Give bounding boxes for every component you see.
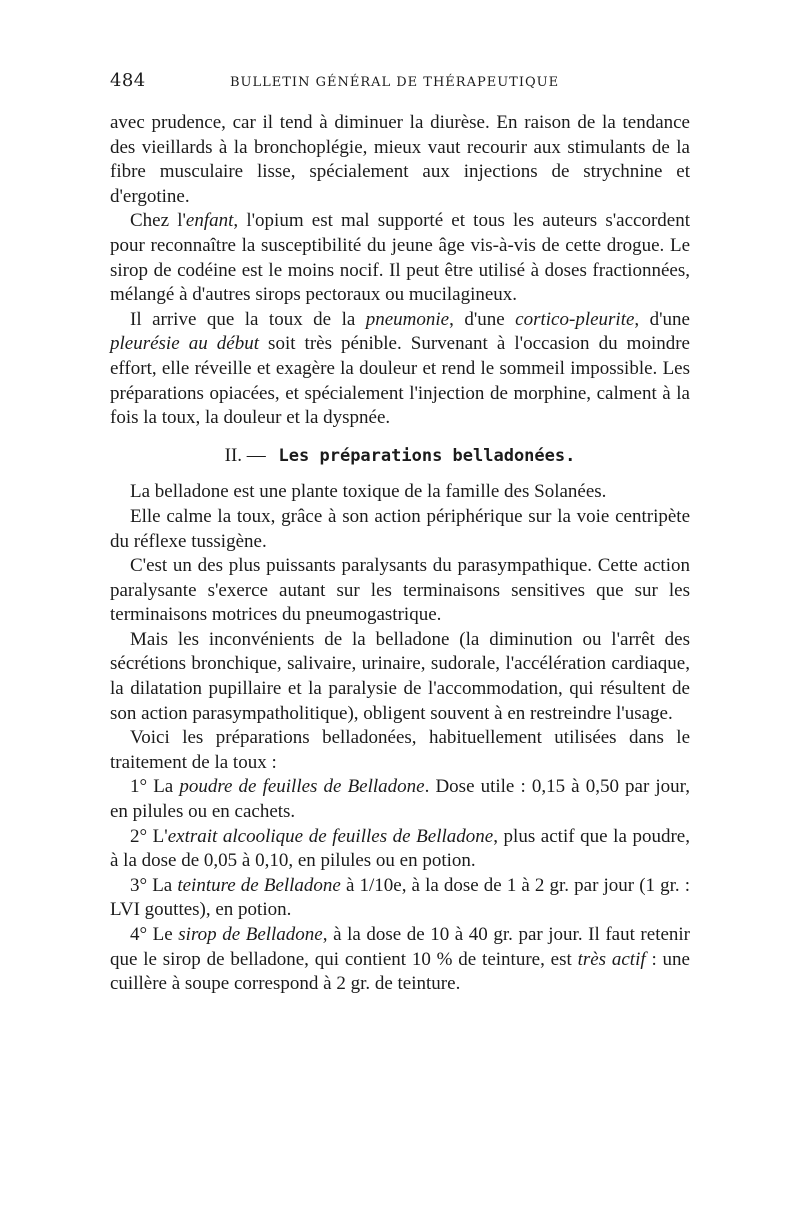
emphasis: très actif xyxy=(577,948,646,970)
paragraph: Elle calme la toux, grâce à son action périphérique sur la voie centripète du réflexe tussigène. xyxy=(110,505,690,552)
emphasis: pneumonie xyxy=(365,308,450,330)
paragraph: Voici les préparations belladonées, habituellement utilisées dans le traitement de la toux : xyxy=(110,727,690,773)
paragraph: La belladone est une plante toxique de la famille des Solanées. xyxy=(130,481,607,503)
emphasis: teinture de Belladone xyxy=(177,874,341,896)
emphasis: extrait alcoolique de feuilles de Belladone xyxy=(167,825,494,847)
body-text xyxy=(110,111,690,997)
emphasis: enfant xyxy=(185,210,234,232)
list-item: 1° La poudre de feuilles de Belladone. Dose utile : 0,15 à 0,50 par jour, en pilules ou en cachets. xyxy=(110,776,690,823)
emphasis: sirop de Belladone xyxy=(178,924,323,945)
section-title: Les préparations belladonées. xyxy=(278,445,576,466)
paragraph: avec prudence, car il tend à diminuer la diurèse. En raison de la tendance des vieillards à la bronchoplégie, mieux vaut recourir aux stimulants de la fibre musculaire lisse, spécialement aux injections de strychnine et d'ergotine. xyxy=(110,112,690,207)
journal-title: BULLETIN GÉNÉRAL DE THÉRAPEUTIQUE xyxy=(230,75,560,90)
running-header xyxy=(110,70,690,91)
section-number: II. — xyxy=(224,444,266,466)
paragraph: Chez l'enfant, l'opium est mal supporté et tous les auteurs s'accordent pour reconnaître la susceptibilité du jeune âge vis-à-vis de cette drogue. Le sirop de codéine est le moins nocif. Il peut être utilisé à doses fractionnées, mélangé à d'autres sirops pectoraux ou mucilagineux. xyxy=(110,210,690,306)
emphasis: pleurésie au début xyxy=(110,333,259,355)
paragraph: Mais les inconvénients de la belladone (la diminution ou l'arrêt des sécrétions bronchique, salivaire, urinaire, sudorale, l'accélération cardiaque, la dilatation pupillaire et la paralysie de l'accommodation, qui résultent de son action parasympatholitique), obligent souvent à en restreindre l'usage. xyxy=(110,628,690,724)
list-item: 2° L'extrait alcoolique de feuilles de Belladone, plus actif que la poudre, à la dose de 0,05 à 0,10, en pilules ou en potion. xyxy=(110,825,690,872)
paragraph: Il arrive que la toux de la pneumonie, d'une cortico-pleurite, d'une pleurésie au début soit très pénible. Survenant à l'occasion du moindre effort, elle réveille et exagère la douleur et rend le sommeil impossible. Les préparations opiacées, et spécialement l'injection de morphine, calment à la fois la toux, la douleur et la dyspnée. xyxy=(110,308,690,429)
section-heading xyxy=(110,444,690,469)
emphasis: poudre de feuilles de Belladone xyxy=(179,776,425,798)
page-number: 484 xyxy=(110,70,146,91)
list-item: 3° La teinture de Belladone à 1/10e, à la dose de 1 à 2 gr. par jour (1 gr. : LVI gouttes), en potion. xyxy=(110,874,691,921)
list-item: 4° Le sirop de Belladone, à la dose de 10 à 40 gr. par jour. Il faut retenir que le sirop de belladone, qui contient 10 % de teinture, est très actif : une cuillère à soupe correspond à 2 gr. de teinture. xyxy=(110,924,691,995)
paragraph: C'est un des plus puissants paralysants du parasympathique. Cette action paralysante s'exerce autant sur les terminaisons sensitives que sur les terminaisons motrices du pneumogastrique. xyxy=(110,555,690,626)
emphasis: cortico-pleurite xyxy=(515,308,635,330)
